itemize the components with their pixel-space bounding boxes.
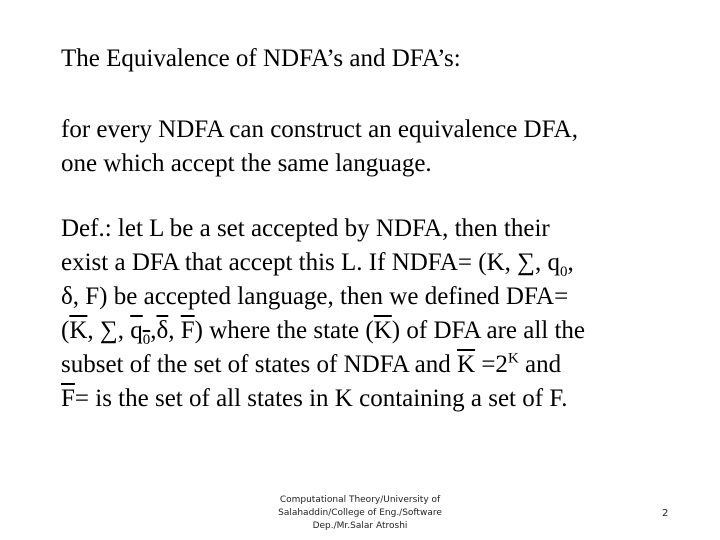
definition-text: , — [567, 249, 574, 276]
overlined-symbol — [130, 317, 151, 348]
page-number: 2 — [662, 508, 669, 519]
footer-line: Computational Theory/University of — [279, 495, 441, 505]
definition-line: δ, F) be accepted language, then we defined DFA= — [61, 283, 569, 310]
subscript: 0 — [142, 332, 151, 348]
definition-text: exist a DFA that accept this L. If NDFA= (K, ∑, q — [61, 249, 560, 276]
text: , — [87, 317, 100, 344]
text: q — [130, 317, 143, 344]
definition-line — [61, 382, 567, 416]
overlined-symbol: $\overline{K}$ — [69, 317, 88, 344]
overlined-symbol: $\overline{K}$ — [373, 317, 392, 344]
definition-line — [61, 348, 561, 382]
paragraph-line: one which accept the same language. — [61, 150, 432, 177]
superscript: K — [507, 350, 519, 367]
text: , — [168, 317, 181, 344]
footer-line: Salahaddin/College of Eng./Software — [278, 508, 442, 518]
overlined-symbol: $\overline{F}$ — [180, 317, 195, 344]
text: subset of the set of states of NDFA and — [61, 351, 458, 378]
text: = is the set of all states in K containing a set of F. — [74, 385, 568, 412]
overlined-symbol: $\overline{F}$ — [61, 385, 75, 412]
text: ) where the state ( — [194, 317, 374, 344]
footer-line: Dep./Mr.Salar Atroshi — [312, 521, 408, 531]
text: ) of DFA are all the — [391, 317, 586, 344]
overlined-symbol: $\overline{K}$ — [457, 351, 476, 378]
subscript: 0 — [559, 264, 568, 280]
text: ( — [61, 317, 70, 344]
text: , — [150, 317, 157, 344]
text: , — [117, 317, 131, 344]
overlined-symbol: $\overline{\delta}$ — [156, 317, 169, 344]
text: and — [518, 351, 562, 378]
sigma-symbol: ∑ — [99, 317, 118, 344]
definition-line — [61, 246, 574, 280]
definition-line: Def.: let L be a set accepted by NDFA, then their — [61, 215, 550, 242]
footer — [258, 494, 462, 533]
slide-title: The Equivalence of NDFA’s and DFA’s: — [61, 45, 461, 72]
paragraph-line: for every NDFA can construct an equivalence DFA, — [61, 116, 578, 143]
text: =2 — [475, 351, 508, 378]
definition-line — [61, 314, 585, 348]
